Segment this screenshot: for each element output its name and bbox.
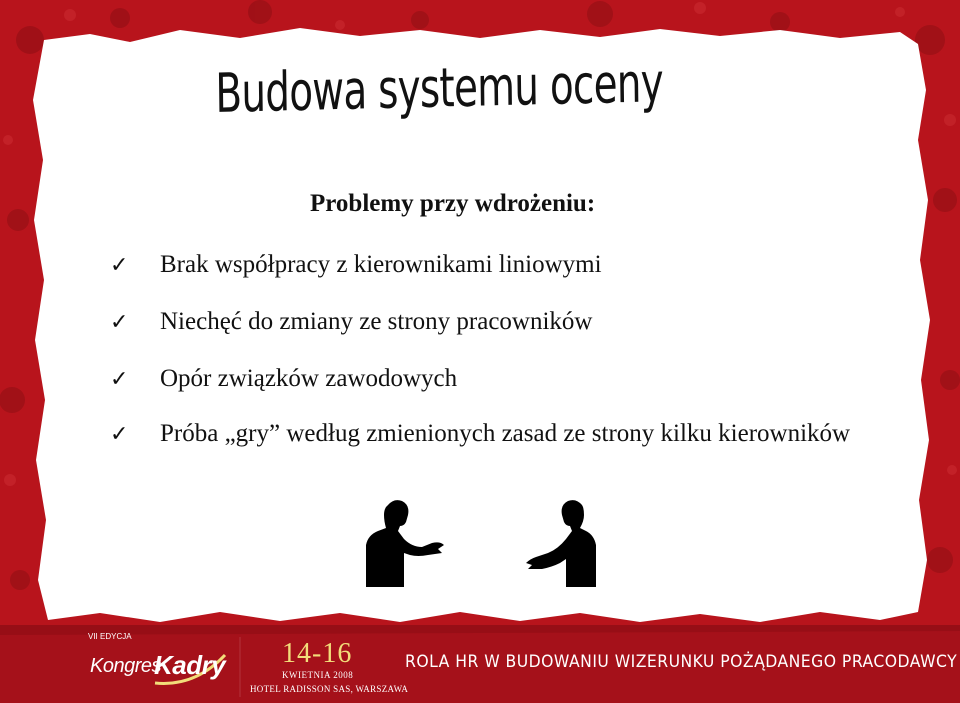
event-month: KWIETNIA 2008 <box>282 670 354 680</box>
list-item-text: Opór związków zawodowych <box>160 365 458 392</box>
event-venue: HOTEL RADISSON SAS, WARSZAWA <box>250 684 409 694</box>
check-icon: ✓ <box>110 310 129 335</box>
person-right-silhouette <box>526 500 596 587</box>
logo-edition-label: VII EDYCJA <box>88 632 132 641</box>
check-icon: ✓ <box>110 253 129 278</box>
footer-slogan: ROLA HR W BUDOWANIU WIZERUNKU POŻĄDANEGO PRACODAWCY <box>405 652 958 672</box>
list-item <box>110 364 870 394</box>
person-left-silhouette <box>366 500 444 587</box>
logo-kadry-text: Kadry <box>154 650 226 680</box>
list-item-text: Próba „gry” według zmienionych zasad ze strony kilku kierowników <box>160 420 851 447</box>
logo-kongres-text: Kongres <box>90 655 161 677</box>
list-item-text: Brak współpracy z kierownikami liniowymi <box>160 251 602 278</box>
check-icon: ✓ <box>110 422 129 447</box>
two-people-talking-silhouette <box>360 495 610 590</box>
event-dates: 14-16 <box>282 638 353 669</box>
check-icon: ✓ <box>110 367 129 392</box>
slide-subtitle: Problemy przy wdrożeniu: <box>310 190 596 217</box>
list-item <box>110 419 870 449</box>
list-item <box>110 250 870 280</box>
slide-title: Budowa systemu oceny <box>215 51 664 125</box>
list-item <box>110 307 870 337</box>
problems-list <box>110 250 870 476</box>
list-item-text: Niechęć do zmiany ze strony pracowników <box>160 308 593 335</box>
